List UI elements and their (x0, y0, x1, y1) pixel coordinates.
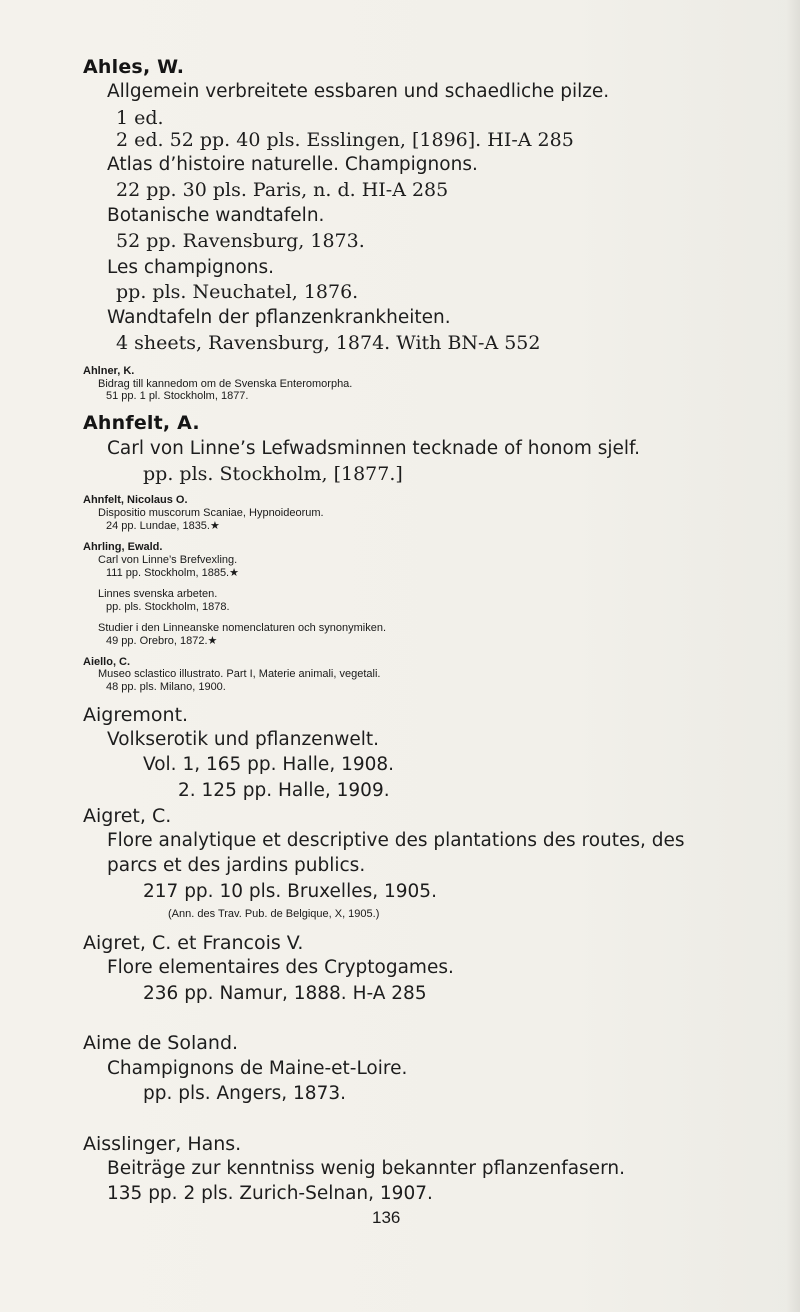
page-edge-shadow (786, 0, 800, 1312)
entry-author: Ahlner, K. (83, 365, 135, 377)
entry-title: Botanische wandtafeln. (107, 205, 325, 226)
entry-author: Aiello, C. (83, 656, 131, 668)
entry-title: Museo sclastico illustrato. Part I, Materie animali, vegetali. (98, 668, 381, 680)
entry-detail: pp. pls. Angers, 1873. (143, 1083, 347, 1104)
entry-detail: pp. pls. Stockholm, [1877.] (143, 463, 403, 485)
entry-detail: 24 pp. Lundae, 1835.★ (106, 520, 220, 532)
entry-author: Aisslinger, Hans. (83, 1133, 242, 1155)
entry-title: Studier i den Linneanske nomenclaturen och synonymiken. (98, 622, 387, 634)
entry-title: Atlas d’histoire naturelle. Champignons. (107, 154, 478, 175)
entry-detail: 217 pp. 10 pls. Bruxelles, 1905. (143, 881, 437, 902)
entry-note: (Ann. des Trav. Pub. de Belgique, X, 1905.) (168, 908, 380, 920)
entry-detail: 4 sheets, Ravensburg, 1874. With BN-A 552 (116, 332, 541, 354)
entry-author: Ahnfelt, Nicolaus O. (83, 494, 188, 506)
entry-detail: 51 pp. 1 pl. Stockholm, 1877. (106, 390, 249, 402)
entry-title: Allgemein verbreitete essbaren und schaedliche pilze. (107, 81, 610, 102)
entry-title: Bidrag till kannedom om de Svenska Enteromorpha. (98, 378, 353, 390)
entry-title: Flore elementaires des Cryptogames. (107, 957, 454, 978)
entry-detail: Vol. 1, 165 pp. Halle, 1908. (143, 754, 395, 775)
entry-title: Flore analytique et descriptive des plantations des routes, des (107, 830, 685, 851)
entry-title: Dispositio muscorum Scaniae, Hypnoideorum. (98, 507, 324, 519)
entry-detail: 22 pp. 30 pls. Paris, n. d. HI-A 285 (116, 179, 449, 201)
entry-detail: pp. pls. Neuchatel, 1876. (116, 281, 359, 303)
entry-detail: 49 pp. Orebro, 1872.★ (106, 635, 218, 647)
entry-detail: 1 ed. (116, 107, 164, 129)
entry-detail: 2 ed. 52 pp. 40 pls. Esslingen, [1896]. HI-A 285 (116, 129, 574, 151)
entry-title: Les champignons. (107, 257, 275, 278)
entry-detail: 2. 125 pp. Halle, 1909. (178, 780, 390, 801)
entry-detail: 236 pp. Namur, 1888. H-A 285 (143, 983, 427, 1004)
entry-detail: 52 pp. Ravensburg, 1873. (116, 230, 365, 252)
entry-author: Aigret, C. (83, 805, 172, 827)
entry-title: Carl von Linne’s Brefvexling. (98, 554, 238, 566)
entry-detail: 48 pp. pls. Milano, 1900. (106, 681, 226, 693)
page-number: 136 (372, 1208, 401, 1227)
entry-author: Ahrling, Ewald. (83, 541, 163, 553)
entry-author: Aime de Soland. (83, 1032, 239, 1054)
entry-author: Ahles, W. (83, 56, 185, 78)
entry-detail: 111 pp. Stockholm, 1885.★ (106, 567, 239, 579)
entry-detail: pp. pls. Stockholm, 1878. (106, 601, 230, 613)
entry-title: parcs et des jardins publics. (107, 855, 366, 876)
entry-author: Aigret, C. et Francois V. (83, 932, 304, 954)
entry-title: Carl von Linne’s Lefwadsminnen tecknade of honom sjelf. (107, 438, 641, 459)
entry-title: Beiträge zur kenntniss wenig bekannter pflanzenfasern. (107, 1158, 625, 1179)
entry-title: Wandtafeln der pflanzenkrankheiten. (107, 307, 451, 328)
entry-author: Ahnfelt, A. (83, 412, 200, 434)
entry-title: Volkserotik und pflanzenwelt. (107, 729, 380, 750)
entry-title: Champignons de Maine-et-Loire. (107, 1058, 408, 1079)
entry-author: Aigremont. (83, 704, 189, 726)
entry-detail: 135 pp. 2 pls. Zurich-Selnan, 1907. (107, 1183, 433, 1204)
entry-title: Linnes svenska arbeten. (98, 588, 218, 600)
